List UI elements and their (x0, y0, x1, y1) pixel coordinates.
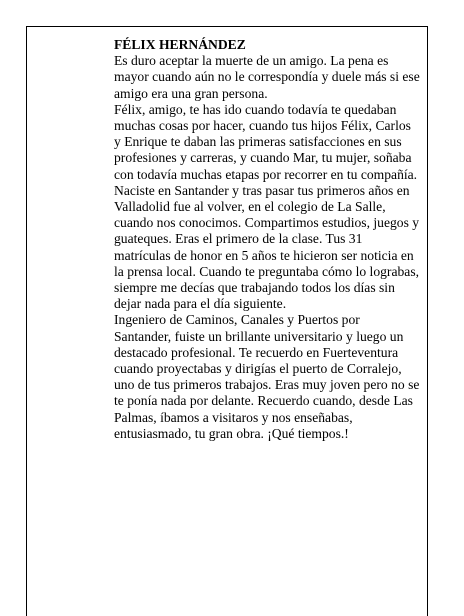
text-line: mayor cuando aún no le correspondía y duele más si ese (114, 69, 420, 85)
text-line: Naciste en Santander y tras pasar tus primeros años en (114, 182, 410, 198)
paragraph-4 (114, 312, 456, 442)
paragraph-1 (114, 53, 456, 102)
text-line: Valladolid fue al volver, en el colegio de La Salle, (114, 199, 386, 215)
text-line: Santander, fuiste un brillante universitario y luego un (114, 328, 404, 344)
text-line: Palmas, íbamos a visitaros y nos enseñabas, (114, 409, 353, 425)
text-line: dejar nada para el día siguiente. (114, 296, 287, 312)
text-line: muchas cosas por hacer, cuando tus hijos Félix, Carlos (114, 118, 411, 134)
text-line: uno de tus primeros trabajos. Eras muy joven pero no se (114, 377, 420, 393)
text-line: la prensa local. Cuando te preguntaba cómo lo lograbas, (114, 263, 420, 279)
text-line: te ponía nada por delante. Recuerdo cuando, desde Las (114, 393, 413, 409)
text-line: matrículas de honor en 5 años te hicieron ser noticia en (114, 247, 414, 263)
article-title: FÉLIX HERNÁNDEZ (114, 37, 246, 52)
text-line: destacado profesional. Te recuerdo en Fuerteventura (114, 344, 399, 360)
text-line: siempre me decías que trabajando todos los días sin (114, 280, 395, 296)
text-line: cuando nos conocimos. Compartimos estudios, juegos y (114, 215, 420, 231)
text-line: Félix, amigo, te has ido cuando todavía te quedaban (114, 101, 397, 117)
text-line: Es duro aceptar la muerte de un amigo. La pena es (114, 53, 389, 69)
text-line: cuando proyectabas y dirigías el puerto de Corralejo, (114, 361, 402, 377)
text-line: y Enrique te daban las primeras satisfacciones en sus (114, 134, 402, 150)
obituary-article (114, 37, 456, 442)
paragraph-3 (114, 183, 456, 313)
paragraph-2 (114, 102, 456, 183)
text-line: con todavía muchas etapas por recorrer en tu compañía. (114, 166, 418, 182)
text-line: amigo era una gran persona. (114, 85, 268, 101)
text-line: Ingeniero de Caminos, Canales y Puertos por (114, 312, 360, 328)
text-line: guateques. Eras el primero de la clase. Tus 31 (114, 231, 363, 247)
text-line: entusiasmado, tu gran obra. ¡Qué tiempos.! (114, 425, 349, 441)
text-line: profesiones y carreras, y cuando Mar, tu mujer, soñaba (114, 150, 412, 166)
